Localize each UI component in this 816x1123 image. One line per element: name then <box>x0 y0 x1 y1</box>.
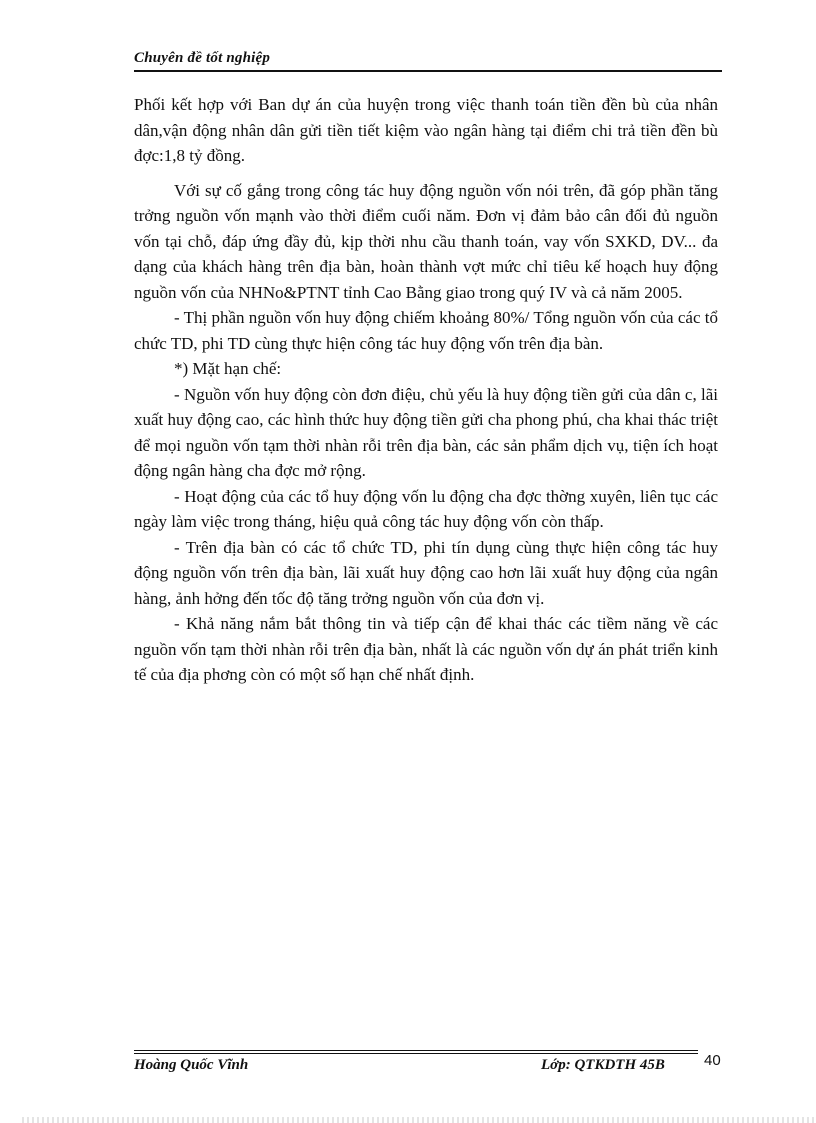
body-text <box>134 92 718 688</box>
footer-divider-double <box>134 1053 698 1054</box>
paragraph-limitation-information: - Khả năng nắm bắt thông tin và tiếp cận để khai thác các tiềm năng về các nguồn vốn tạm thời nhàn rỗi trên địa bàn, nhất là các nguồn vốn dự án phát triển kinh tế của địa phơng còn có một số hạn chế nhất định. <box>134 614 718 684</box>
paragraph-payment-compensation: Phối kết hợp với Ban dự án của huyện trong việc thanh toán tiền đền bù của nhân dân,vận động nhân dân gửi tiền tiết kiệm vào ngân hàng tại điểm chi trả tiền đền bù đợc:1,8 tỷ đồng. <box>134 95 718 165</box>
paragraph-market-share: - Thị phần nguồn vốn huy động chiếm khoảng 80%/ Tổng nguồn vốn của các tổ chức TD, phi TD cùng thực hiện công tác huy động vốn trên địa bàn. <box>134 308 718 353</box>
header-divider <box>134 70 722 72</box>
footer-author: Hoàng Quốc Vĩnh <box>134 1057 249 1073</box>
paragraph-capital-growth: Với sự cố gắng trong công tác huy động nguồn vốn nói trên, đã góp phần tăng trởng nguồn vốn mạnh vào thời điểm cuối năm. Đơn vị đảm bảo cân đối đủ nguồn vốn tại chỗ, đáp ứng đầy đủ, kịp thời nhu cầu thanh toán, vay vốn SXKD, DV... đa dạng của khách hàng trên địa bàn, hoàn thành vợt mức chỉ tiêu kế hoạch huy động nguồn vốn của NHNo&PTNT tỉnh Cao Bằng giao trong quý IV và cả năm 2005. <box>134 180 718 302</box>
page-number: 40 <box>704 1052 721 1069</box>
paragraph-limitation-monotone: - Nguồn vốn huy động còn đơn điệu, chủ yếu là huy động tiền gửi của dân c, lãi xuất huy động cao, các hình thức huy động tiền gửi cha phong phú, cha khai thác triệt để mọi nguồn vốn tạm thời nhàn rỗi trên địa bàn, các sản phẩm dịch vụ, tiện ích hoạt động ngân hàng cha đợc mở rộng. <box>134 384 718 480</box>
footer-divider <box>134 1050 698 1051</box>
page-bottom-edge <box>22 1117 816 1123</box>
paragraph-limitations-heading: *) Mặt hạn chế: <box>174 359 282 378</box>
footer-class: Lớp: QTKDTH 45B <box>541 1057 665 1073</box>
header-title: Chuyên đề tốt nghiệp <box>134 50 271 66</box>
paragraph-limitation-competition: - Trên địa bàn có các tổ chức TD, phi tín dụng cùng thực hiện công tác huy động nguồn vốn trên địa bàn, lãi xuất huy động cao hơn lãi xuất huy động của ngân hàng, ảnh hởng đến tốc độ tăng trởng nguồn vốn của đơn vị. <box>134 537 718 608</box>
paragraph-limitation-mobile-teams: - Hoạt động của các tổ huy động vốn lu động cha đợc thờng xuyên, liên tục các ngày làm việc trong tháng, hiệu quả công tác huy động vốn còn thấp. <box>134 486 718 531</box>
